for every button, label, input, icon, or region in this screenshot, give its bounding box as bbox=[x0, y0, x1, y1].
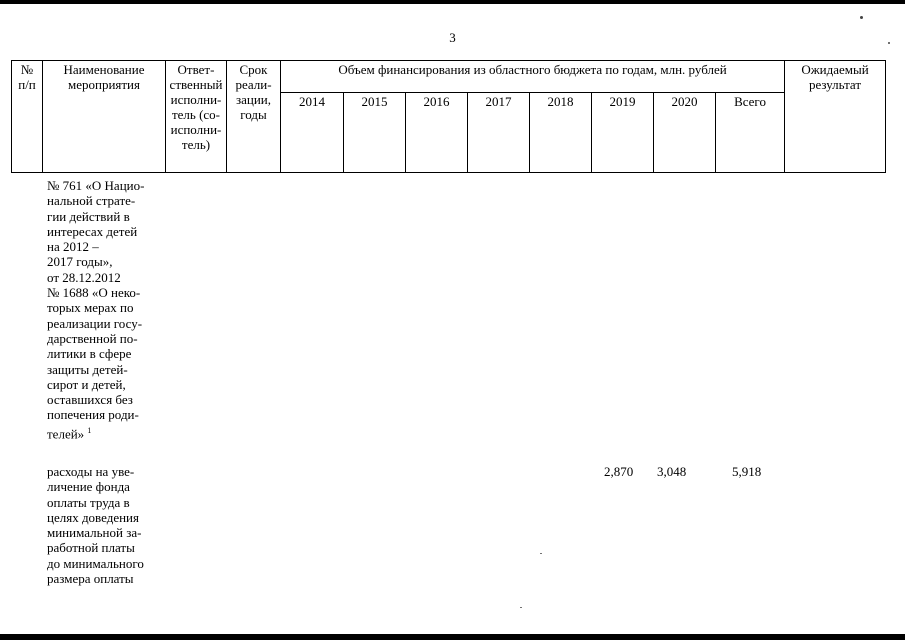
header-result: Ожидаемый результат bbox=[785, 61, 886, 173]
header-total: Всего bbox=[716, 93, 785, 173]
value-total: 5,918 bbox=[732, 464, 762, 479]
header-year-2014: 2014 bbox=[281, 93, 344, 173]
header-year-2015: 2015 bbox=[344, 93, 406, 173]
row-1-line: интересах детей bbox=[47, 223, 138, 239]
header-num: № п/п bbox=[12, 61, 43, 173]
scan-speck bbox=[888, 42, 890, 44]
row-2-line: работной платы bbox=[47, 540, 135, 556]
scan-speck bbox=[540, 553, 542, 554]
scan-top-edge bbox=[0, 0, 905, 4]
row-2-line: минимальной за- bbox=[47, 525, 142, 541]
header-year-2017: 2017 bbox=[468, 93, 530, 173]
row-1-line: от 28.12.2012 bbox=[47, 269, 121, 285]
header-year-2018: 2018 bbox=[530, 93, 592, 173]
row-1-line: 2017 годы», bbox=[47, 254, 113, 270]
row-2-line: расходы на уве- bbox=[47, 464, 135, 479]
table-header bbox=[11, 60, 886, 173]
row-1-line: нальной страте- bbox=[47, 193, 136, 209]
row-1-line: № 1688 «О неко- bbox=[47, 285, 141, 301]
page-number: 3 bbox=[449, 30, 456, 45]
header-year-2016: 2016 bbox=[406, 93, 468, 173]
value-2020: 3,048 bbox=[657, 464, 687, 479]
row-2-name bbox=[47, 464, 162, 586]
header-term: Срок реали-зации, годы bbox=[227, 61, 281, 173]
row-2-line: целях доведения bbox=[47, 509, 139, 525]
row-1-name bbox=[47, 178, 162, 441]
header-responsible: Ответ-ственный исполни-тель (со-исполни-тель) bbox=[166, 61, 227, 173]
row-2-line: до минимального bbox=[47, 555, 144, 571]
header-name: Наименование мероприятия bbox=[43, 61, 166, 173]
row-1-line: попечения роди- bbox=[47, 407, 139, 423]
row-1-line: оставшихся без bbox=[47, 392, 133, 408]
row-1-line: дарственной по- bbox=[47, 330, 138, 346]
row-1-line-last bbox=[47, 423, 162, 442]
scan-speck bbox=[860, 16, 863, 19]
header-funding: Объем финансирования из областного бюджета по годам, млн. рублей bbox=[281, 61, 785, 93]
row-1-line: гии действий в bbox=[47, 208, 130, 224]
row-1-line: торых мерах по bbox=[47, 300, 134, 316]
row-2-line: личение фонда bbox=[47, 479, 130, 495]
row-2-line: оплаты труда в bbox=[47, 494, 130, 510]
row-1-line: телей» bbox=[47, 426, 85, 442]
row-1-line: литики в сфере bbox=[47, 346, 132, 362]
row-1-line: защиты детей- bbox=[47, 361, 128, 377]
row-1-line: на 2012 – bbox=[47, 239, 99, 255]
row-1-line: реализации госу- bbox=[47, 315, 143, 331]
row-1-line: № 761 «О Нацио- bbox=[47, 178, 145, 193]
scan-bottom-edge bbox=[0, 634, 905, 640]
scan-speck bbox=[520, 607, 522, 608]
row-1-line: сирот и детей, bbox=[47, 376, 126, 392]
footnote-mark: 1 bbox=[87, 425, 92, 435]
header-year-2019: 2019 bbox=[592, 93, 654, 173]
value-2019: 2,870 bbox=[604, 464, 634, 479]
header-year-2020: 2020 bbox=[654, 93, 716, 173]
row-2-line: размера оплаты bbox=[47, 571, 134, 587]
